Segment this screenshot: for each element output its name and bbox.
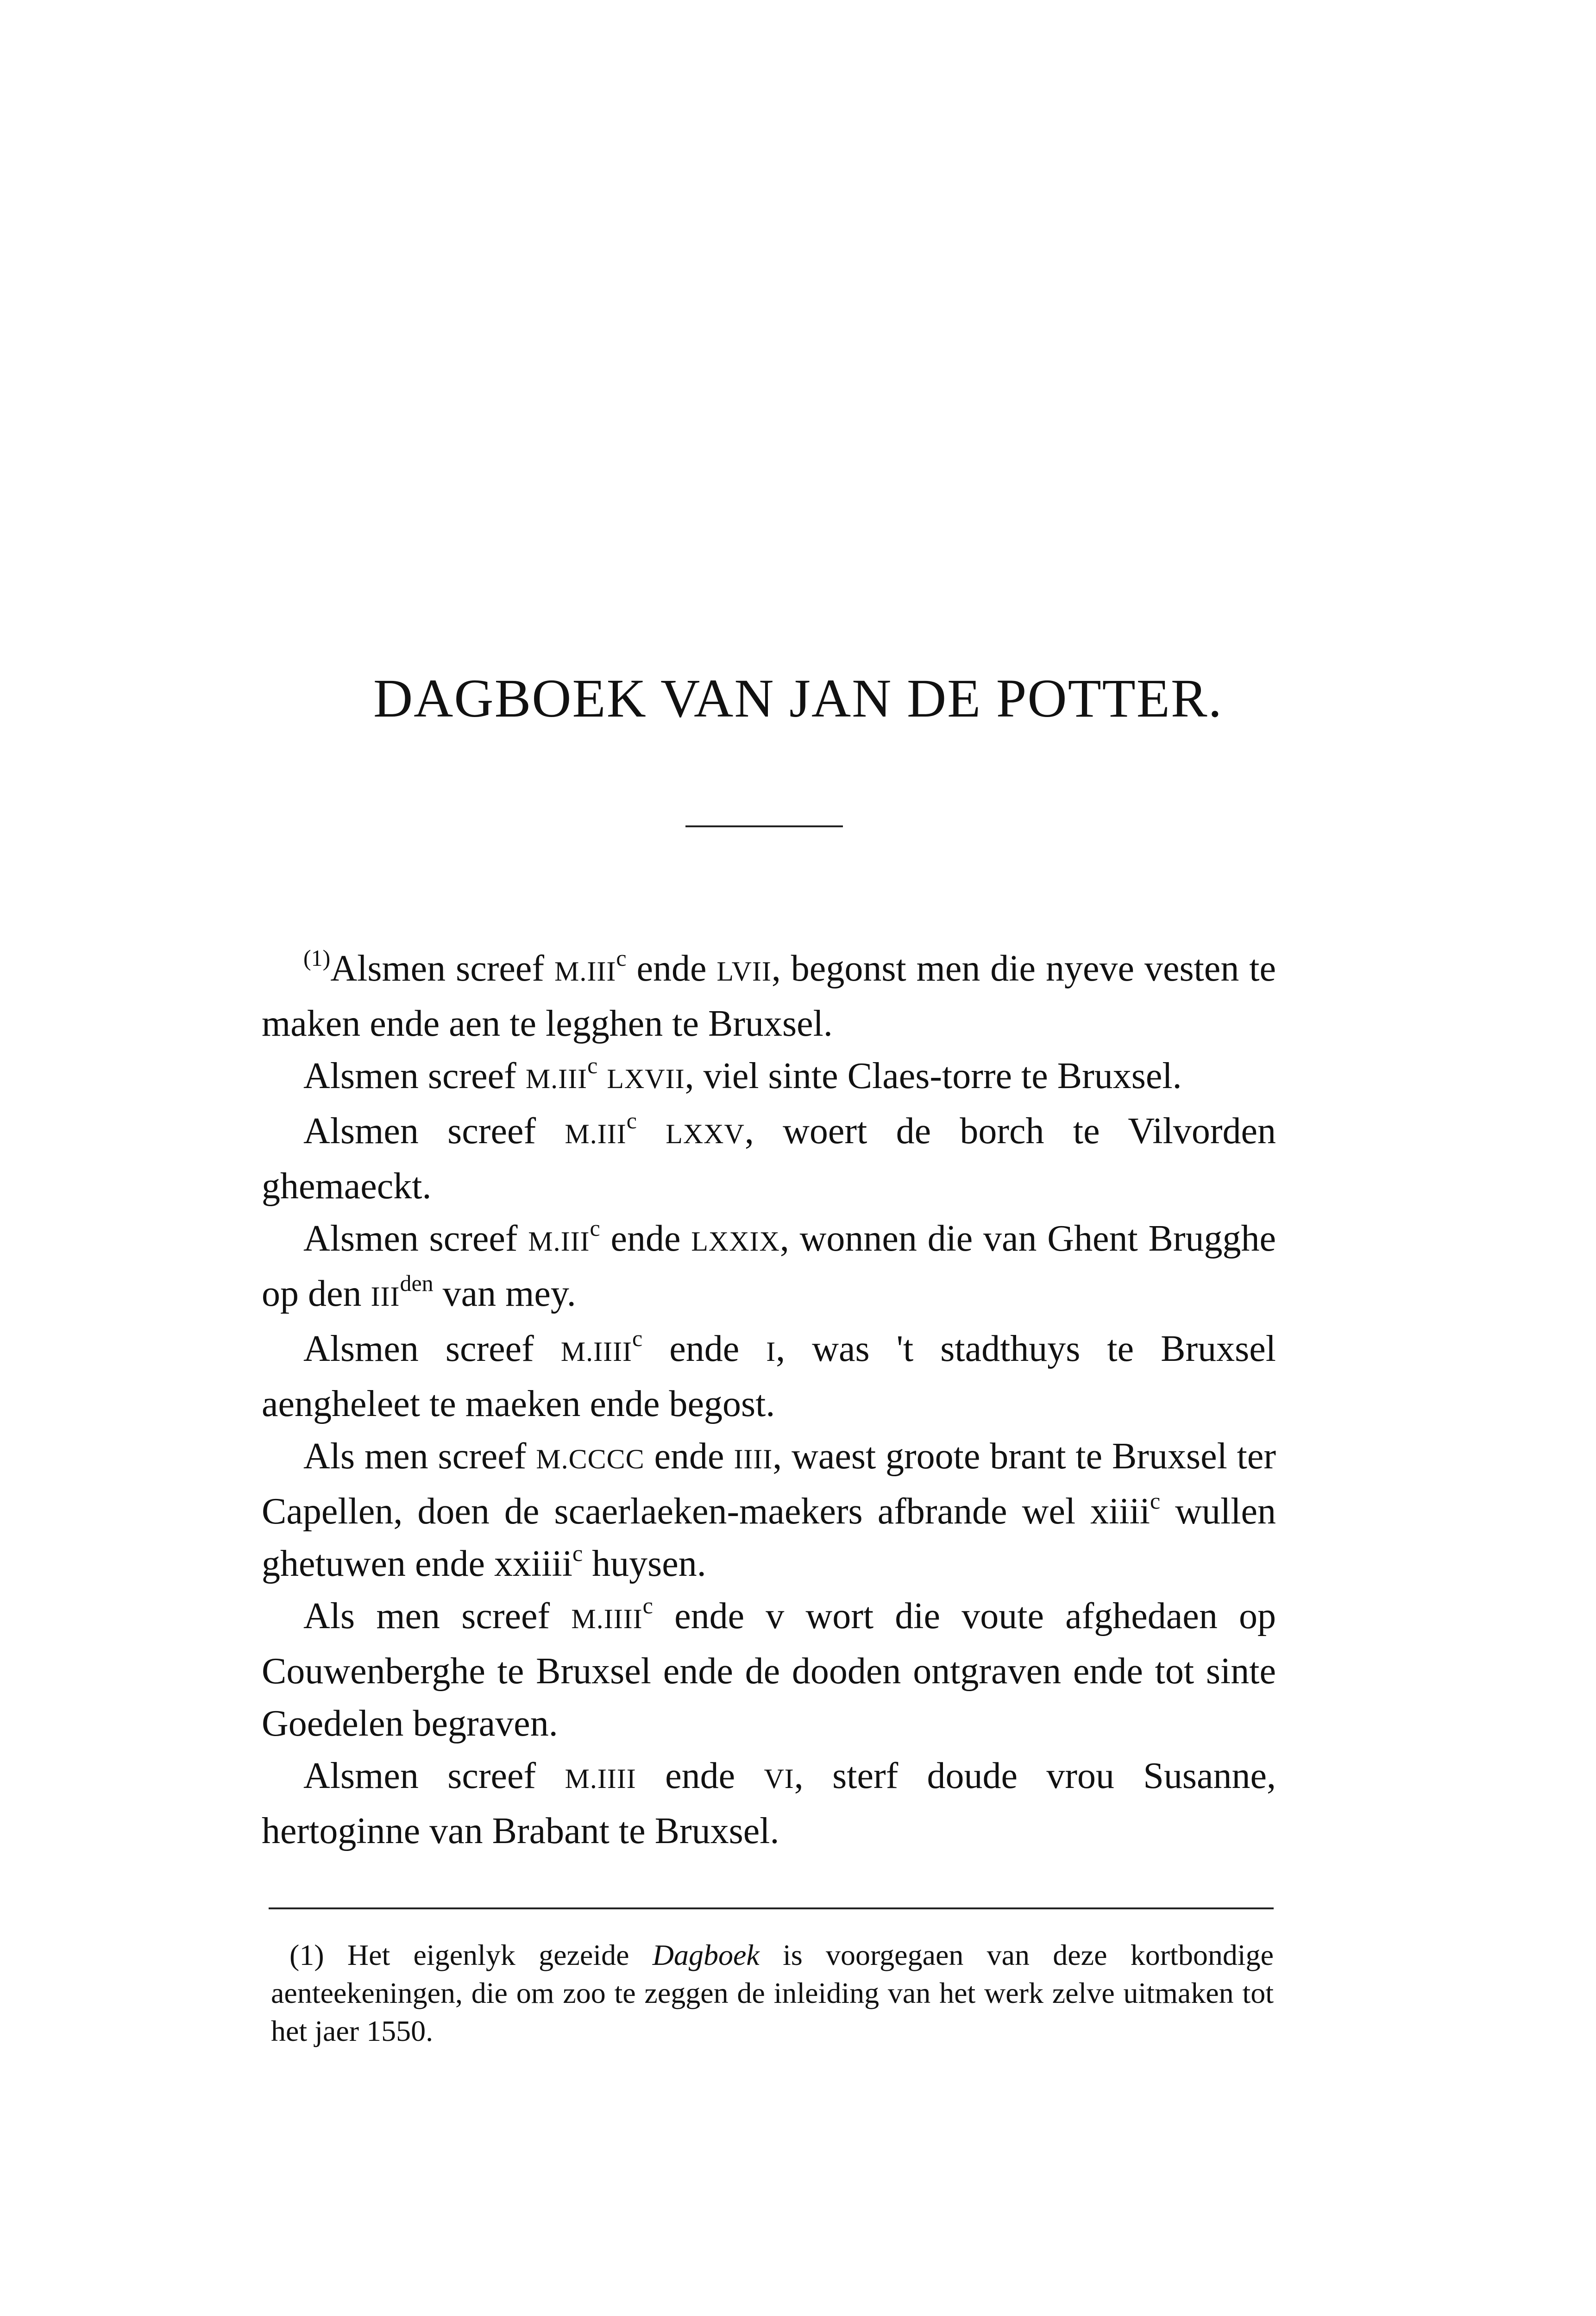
text-run: Alsmen screef (303, 1218, 528, 1259)
roman-numeral: M.IIII (560, 1336, 633, 1367)
superscript: c (626, 1108, 637, 1133)
roman-numeral: III (371, 1281, 400, 1312)
text-run (597, 1056, 607, 1096)
text-run: ende (600, 1218, 691, 1259)
roman-numeral: M.IIII (571, 1604, 643, 1634)
paragraph-2 (262, 1050, 1276, 1105)
roman-numeral: M.III (525, 1064, 588, 1094)
footnote-text: Het eigenlyk gezeide (324, 1938, 653, 1971)
text-run: ende (644, 1436, 734, 1477)
roman-numeral: M.III (528, 1226, 590, 1257)
footnote-mark: (1) (289, 1938, 324, 1971)
roman-numeral: IIII (734, 1444, 773, 1474)
page-title: DAGBOEK VAN JAN DE POTTER. (373, 668, 1223, 729)
paragraph-6 (262, 1430, 1276, 1590)
footnote-italic-term: Dagboek (652, 1938, 760, 1971)
roman-numeral: I (766, 1336, 776, 1367)
roman-numeral: M.III (565, 1119, 627, 1149)
text-run: van mey. (433, 1273, 576, 1314)
paragraph-7 (262, 1590, 1276, 1750)
superscript: c (572, 1540, 583, 1566)
text-run: Als men screef (303, 1436, 536, 1477)
text-run: ende (636, 1756, 764, 1796)
title-divider (685, 825, 843, 827)
paragraph-8 (262, 1750, 1276, 1857)
superscript: c (587, 1052, 598, 1078)
paragraph-3 (262, 1105, 1276, 1213)
text-run: Alsmen screef (330, 948, 555, 989)
superscript: c (1150, 1488, 1161, 1514)
text-run: huysen. (583, 1543, 706, 1584)
body-text (262, 943, 1276, 1857)
footnote (271, 1936, 1274, 2050)
roman-numeral: LXXIX (691, 1226, 780, 1257)
roman-numeral: LVII (716, 956, 772, 987)
roman-numeral: LXVII (607, 1064, 685, 1094)
superscript: c (616, 945, 627, 971)
text-run: Alsmen screef (303, 1056, 526, 1096)
superscript: c (642, 1592, 653, 1618)
roman-numeral: M.IIII (565, 1763, 636, 1794)
text-run: ende (642, 1328, 767, 1369)
paragraph-4 (262, 1213, 1276, 1323)
text-run: , woert de borch te Vilvorden ghemaeckt. (262, 1111, 1276, 1207)
footnote-reference[interactable]: (1) (303, 945, 331, 971)
text-run: ende (626, 948, 717, 989)
text-run: wullen ghetuwen ende xxiiii (262, 1491, 1276, 1584)
text-run: Als men screef (303, 1596, 572, 1636)
roman-numeral: M.III (554, 956, 616, 987)
text-run (637, 1111, 666, 1152)
text-run: Alsmen screef (303, 1756, 565, 1796)
text-run: , sterf doude vrou Susanne, hertoginne van Brabant te Bruxsel. (262, 1756, 1276, 1851)
roman-numeral: LXXV (666, 1119, 745, 1149)
text-run: ende v wort die voute afghedaen op Couwenberghe te Bruxsel ende de dooden ontgraven ende tot sinte Goedelen begraven. (262, 1596, 1276, 1744)
superscript: c (632, 1325, 643, 1351)
superscript: den (400, 1270, 434, 1296)
footnote-text: is voorgegaen van deze kortbondige aenteekeningen, die om zoo te zeggen de inleiding van het werk zelve uitmaken tot het jaer 1550. (271, 1938, 1274, 2047)
text-run: , viel sinte Claes-torre te Bruxsel. (685, 1056, 1182, 1096)
text-run: , waest groote brant te Bruxsel ter Capellen, doen de scaerlaeken-maekers afbrande wel xiiii (262, 1436, 1276, 1532)
superscript: c (590, 1215, 600, 1241)
text-run: Alsmen screef (303, 1111, 565, 1152)
text-run: , begonst men die nyeve vesten te maken ende aen te legghen te Bruxsel. (262, 948, 1276, 1044)
footnote-divider (269, 1907, 1274, 1909)
text-run: , wonnen die van Ghent Brugghe op den (262, 1218, 1276, 1314)
paragraph-5 (262, 1323, 1276, 1430)
roman-numeral: VI (764, 1763, 794, 1794)
paragraph-1 (262, 943, 1276, 1050)
text-run: , was 't stadthuys te Bruxsel aengheleet te maeken ende begost. (262, 1328, 1276, 1424)
roman-numeral: M.CCCC (536, 1444, 645, 1474)
text-run: Alsmen screef (303, 1328, 561, 1369)
